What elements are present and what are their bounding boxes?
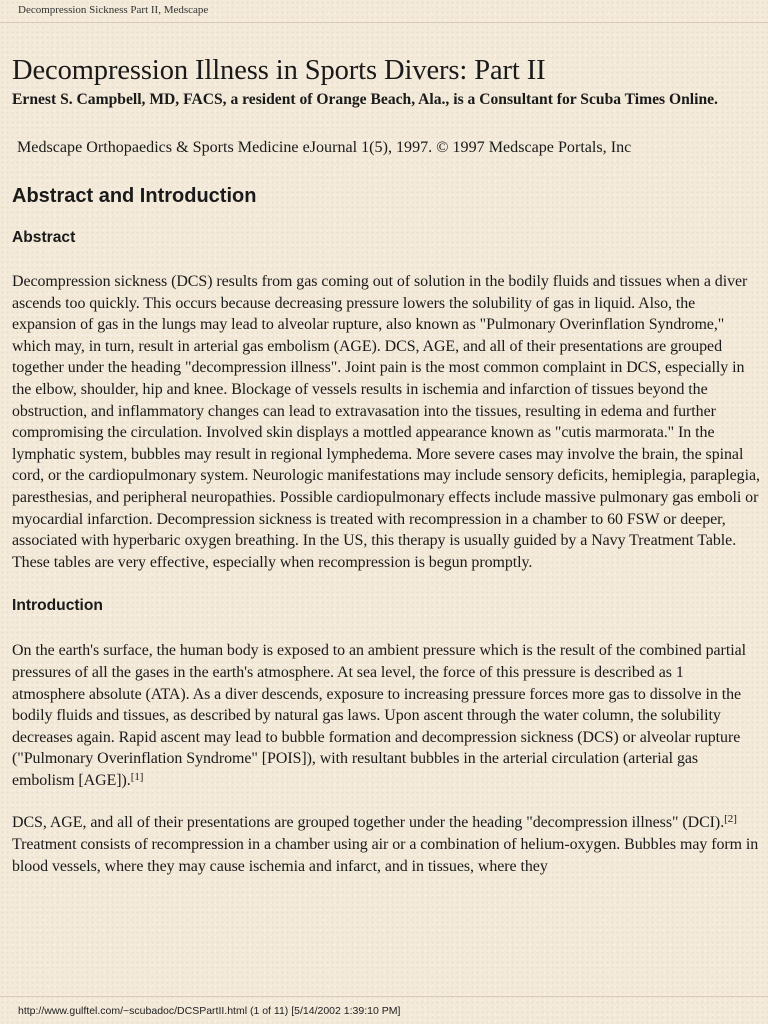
page-title: Decompression Illness in Sports Divers: Part II [12, 55, 546, 86]
print-footer-url: http://www.gulftel.com/~scubadoc/DCSPartII.html (1 of 11) [5/14/2002 1:39:10 PM] [18, 1005, 401, 1017]
header-divider [0, 22, 768, 23]
author-line: Ernest S. Campbell, MD, FACS, a resident of Orange Beach, Ala., is a Consultant for Scuba Times Online. [12, 91, 718, 108]
section-heading: Abstract and Introduction [12, 185, 257, 207]
citation: Medscape Orthopaedics & Sports Medicine eJournal 1(5), 1997. © 1997 Medscape Portals, Inc [17, 139, 632, 156]
abstract-paragraph: Decompression sickness (DCS) results from gas coming out of solution in the bodily fluids and tissues when a diver ascends too quickly. This occurs because decreasing pressure lowers the solubility of gas in liquid. Also, the expansion of gas in the lungs may lead to alveolar rupture, also known as "Pulmonary Overinflation Syndrome," which may, in turn, result in arterial gas embolism (AGE). DCS, AGE, and all of their presentations are grouped together under the heading "decompression illness". Joint pain is the most common complaint in DCS, especially in the elbow, shoulder, hip and knee. Blockage of vessels results in ischemia and infarction of tissues beyond the obstruction, and inflammatory changes can lead to extravasation into the tissues, resulting in edema and further compromising the circulation. Involved skin displays a mottled appearance known as "cutis marmorata." In the lymphatic system, bubbles may result in regional lymphedema. More severe cases may involve the brain, the spinal cord, or the cardiopulmonary system. Neurologic manifestations may include sensory deficits, hemiplegia, paraplegia, paresthesias, and peripheral neuropathies. Possible cardiopulmonary effects include massive pulmonary gas emboli or myocardial infarction. Decompression sickness is treated with recompression in a chamber to 60 FSW or deeper, associated with hyperbaric oxygen breathing. In the US, this therapy is usually guided by a Navy Treatment Table. These tables are very effective, especially when recompression is begun promptly. [12, 273, 760, 571]
abstract-heading: Abstract [12, 229, 76, 246]
introduction-paragraph-2-text-a: DCS, AGE, and all of their presentations are grouped together under the heading "decompression illness" (DCI). [12, 814, 725, 832]
reference-link-1[interactable]: [1] [130, 770, 144, 783]
article [12, 54, 760, 877]
introduction-heading: Introduction [12, 597, 103, 615]
footer-divider [0, 996, 768, 997]
introduction-paragraph-1 [12, 640, 760, 791]
introduction-paragraph-2 [12, 812, 760, 877]
introduction-paragraph-1-text: On the earth's surface, the human body is exposed to an ambient pressure which is the result of the combined partial pressures of all the gases in the earth's atmosphere. At sea level, the force of this pressure is described as 1 atmosphere absolute (ATA). As a diver descends, exposure to increasing pressure forces more gas to dissolve in the bodily fluids and tissues, as described by natural gas laws. Upon ascent through the water column, the solubility decreases again. Rapid ascent may lead to bubble formation and decompression sickness (DCS) or alveolar rupture ("Pulmonary Overinflation Syndrome" [POIS]), with resultant bubbles in the arterial circulation (arterial gas embolism [AGE]). [12, 642, 746, 789]
print-header: Decompression Sickness Part II, Medscape [18, 4, 209, 16]
reference-link-2[interactable]: [2] [724, 813, 737, 826]
introduction-paragraph-2-text-b: Treatment consists of recompression in a chamber using air or a combination of helium-oxygen. Bubbles may form in blood vessels, where they may cause ischemia and infarct, and in tissues, where they [12, 836, 759, 875]
